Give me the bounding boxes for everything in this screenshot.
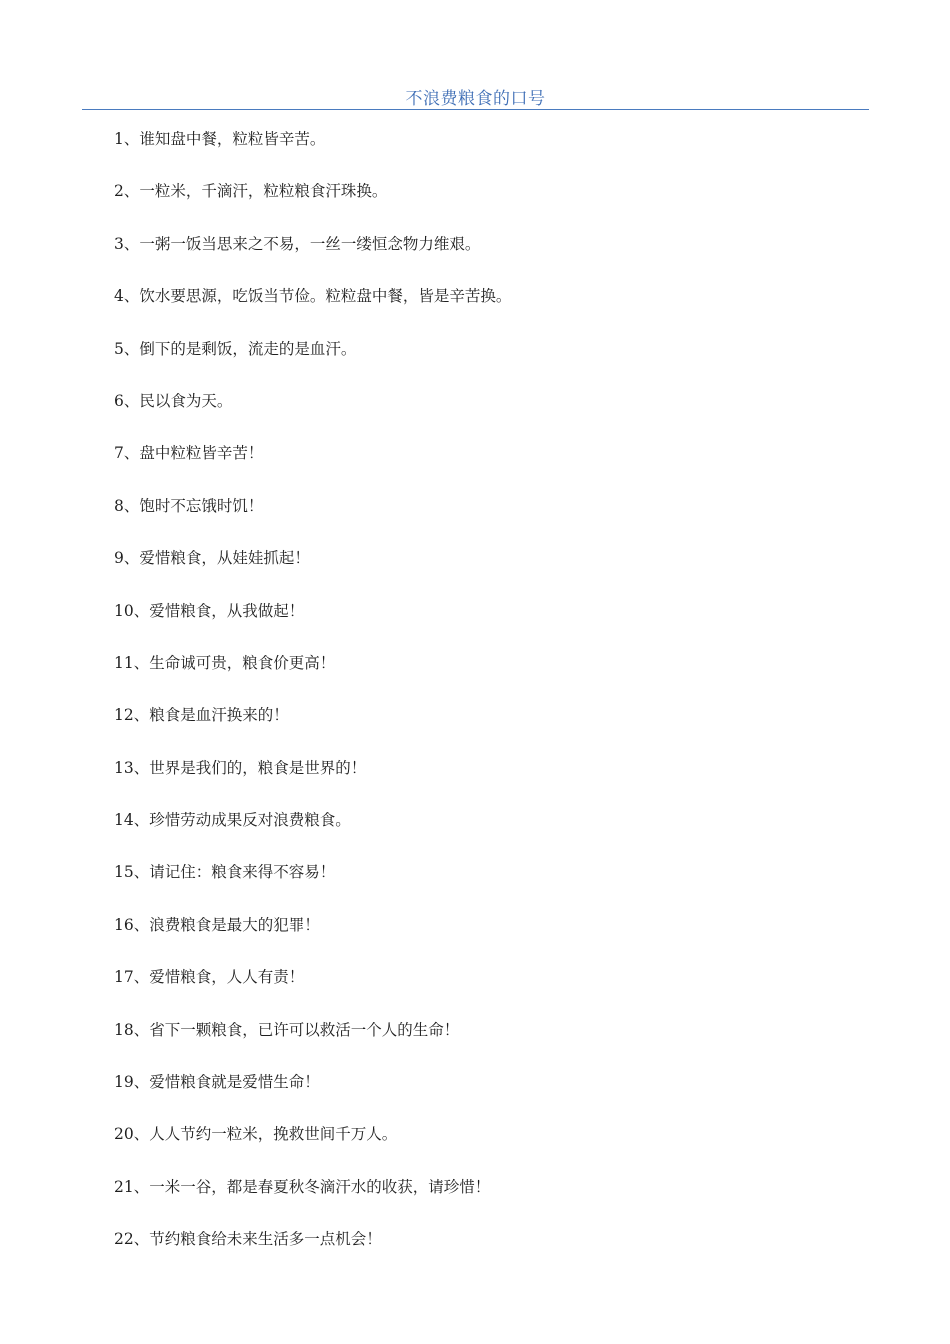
slogan-item: 14、珍惜劳动成果反对浪费粮食。 [114,811,351,830]
document-header [82,80,869,110]
slogan-item: 7、盘中粒粒皆辛苦！ [114,444,264,463]
document-title: 不浪费粮食的口号 [405,89,546,109]
slogan-item: 16、浪费粮食是最大的犯罪！ [114,915,320,934]
slogan-item: 22、节约粮食给未来生活多一点机会！ [114,1230,382,1249]
slogan-item: 2、一粒米，千滴汗，粒粒粮食汗珠换。 [114,182,388,201]
slogan-item: 10、爱惜粮食，从我做起！ [114,601,305,620]
slogan-item: 5、倒下的是剩饭，流走的是血汗。 [114,339,357,358]
slogan-item: 9、爱惜粮食，从娃娃抓起！ [114,549,310,568]
slogan-item: 15、请记住：粮食来得不容易！ [114,863,336,882]
slogan-item: 18、省下一颗粮食，已许可以救活一个人的生命！ [114,1020,460,1039]
slogan-item: 19、爱惜粮食就是爱惜生命！ [114,1073,320,1092]
slogan-item: 6、民以食为天。 [114,391,233,410]
slogan-item: 20、人人节约一粒米，挽救世间千万人。 [114,1125,398,1144]
slogan-item: 17、爱惜粮食，人人有责！ [114,968,305,987]
slogan-item: 11、生命诚可贵，粮食价更高！ [114,653,336,672]
slogan-item: 4、饮水要思源，吃饭当节俭。粒粒盘中餐，皆是辛苦换。 [114,287,512,306]
slogan-list [114,127,854,1280]
slogan-item: 3、一粥一饭当思来之不易，一丝一缕恒念物力维艰。 [114,234,481,253]
slogan-item: 13、世界是我们的，粮食是世界的！ [114,758,367,777]
slogan-item: 12、粮食是血汗换来的！ [114,706,289,725]
slogan-item: 21、一米一谷，都是春夏秋冬滴汗水的收获，请珍惜！ [114,1177,491,1196]
slogan-item: 1、谁知盘中餐，粒粒皆辛苦。 [114,130,326,148]
slogan-item: 8、饱时不忘饿时饥！ [114,496,264,515]
